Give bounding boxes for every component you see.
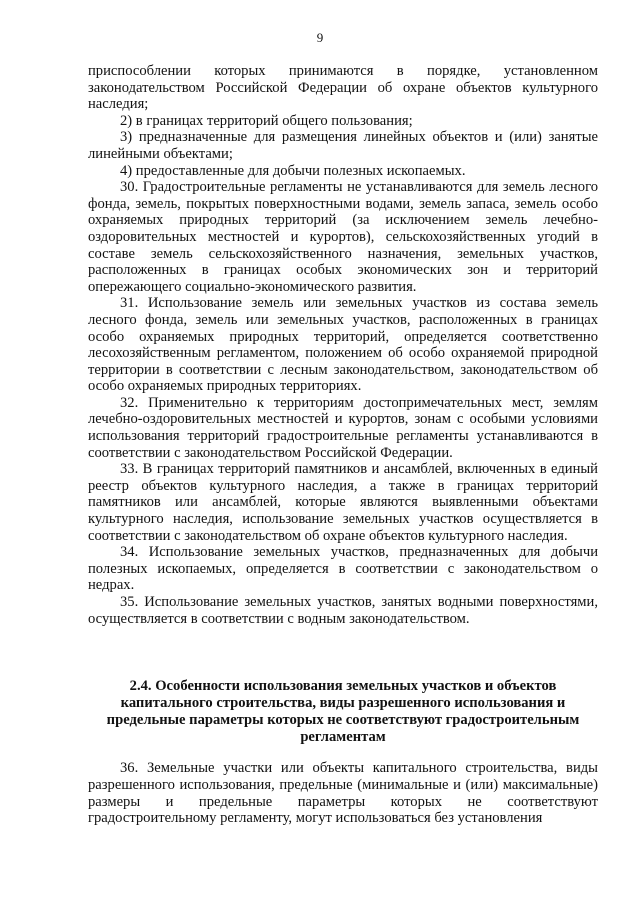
paragraph-34: 34. Использование земельных участков, предназначенных для добычи полезных ископаемых, определяется в соответствии с законодательством о недрах.: [88, 544, 598, 594]
paragraph-continuation: приспособлении которых принимаются в порядке, установленном законодательством Российской Федерации об охране объектов культурного наследия;: [88, 63, 598, 113]
section-heading: 2.4. Особенности использования земельных участков и объектов капитального строительства, виды разрешенного использования и предельные параметры которых не соответствуют градостроительным регламентам: [106, 678, 580, 745]
paragraph-item-4: 4) предоставленные для добычи полезных ископаемых.: [120, 162, 466, 179]
paragraph-item-2: 2) в границах территорий общего пользования;: [120, 112, 413, 129]
paragraph-31: 31. Использование земель или земельных участков из состава земель лесного фонда, земель или земельных участков, расположенных в границах особо охраняемых природных территорий, определяется соответственно лесохозяйственным регламентом, положением об особо охраняемой природной территории в соответствии с лесным законодательством, законодательством об особо охраняемых природных территориях.: [88, 295, 598, 395]
paragraph-32: 32. Применительно к территориям достопримечательных мест, землям лечебно-оздоровительных местностей и курортов, зонам с особыми условиями использования территорий градостроительные регламенты устанавливаются в соответствии с законодательством Российской Федерации.: [88, 394, 598, 461]
document-body-lower: [88, 760, 598, 827]
paragraph-33: 33. В границах территорий памятников и ансамблей, включенных в единый реестр объектов культурного наследия, а также в границах территорий памятников или ансамблей, которые являются выявленными объектами культурного наследия, использование земельных участков осуществляется в соответствии с законодательством об охране объектов культурного наследия.: [88, 461, 598, 544]
paragraph-item-3: 3) предназначенные для размещения линейных объектов и (или) занятые линейными объектами;: [88, 129, 598, 162]
page-number: 9: [316, 30, 324, 45]
document-body: [88, 63, 598, 627]
paragraph-36: 36. Земельные участки или объекты капитального строительства, виды разрешенного использования, предельные (минимальные и (или) максимальные) размеры и предельные параметры которых не соответствуют градостроительному регламенту, могут использоваться без установления: [88, 760, 598, 827]
paragraph-30: 30. Градостроительные регламенты не устанавливаются для земель лесного фонда, земель, покрытых поверхностными водами, земель запаса, земель особо охраняемых природных территорий (за исключением земель лечебно-оздоровительных местностей и курортов), сельскохозяйственных угодий в составе земель сельскохозяйственного назначения, земельных участков, расположенных в границах особых экономических зон и территорий опережающего социально-экономического развития.: [88, 179, 598, 295]
paragraph-35: 35. Использование земельных участков, занятых водными поверхностями, осуществляется в соответствии с водным законодательством.: [88, 594, 598, 627]
